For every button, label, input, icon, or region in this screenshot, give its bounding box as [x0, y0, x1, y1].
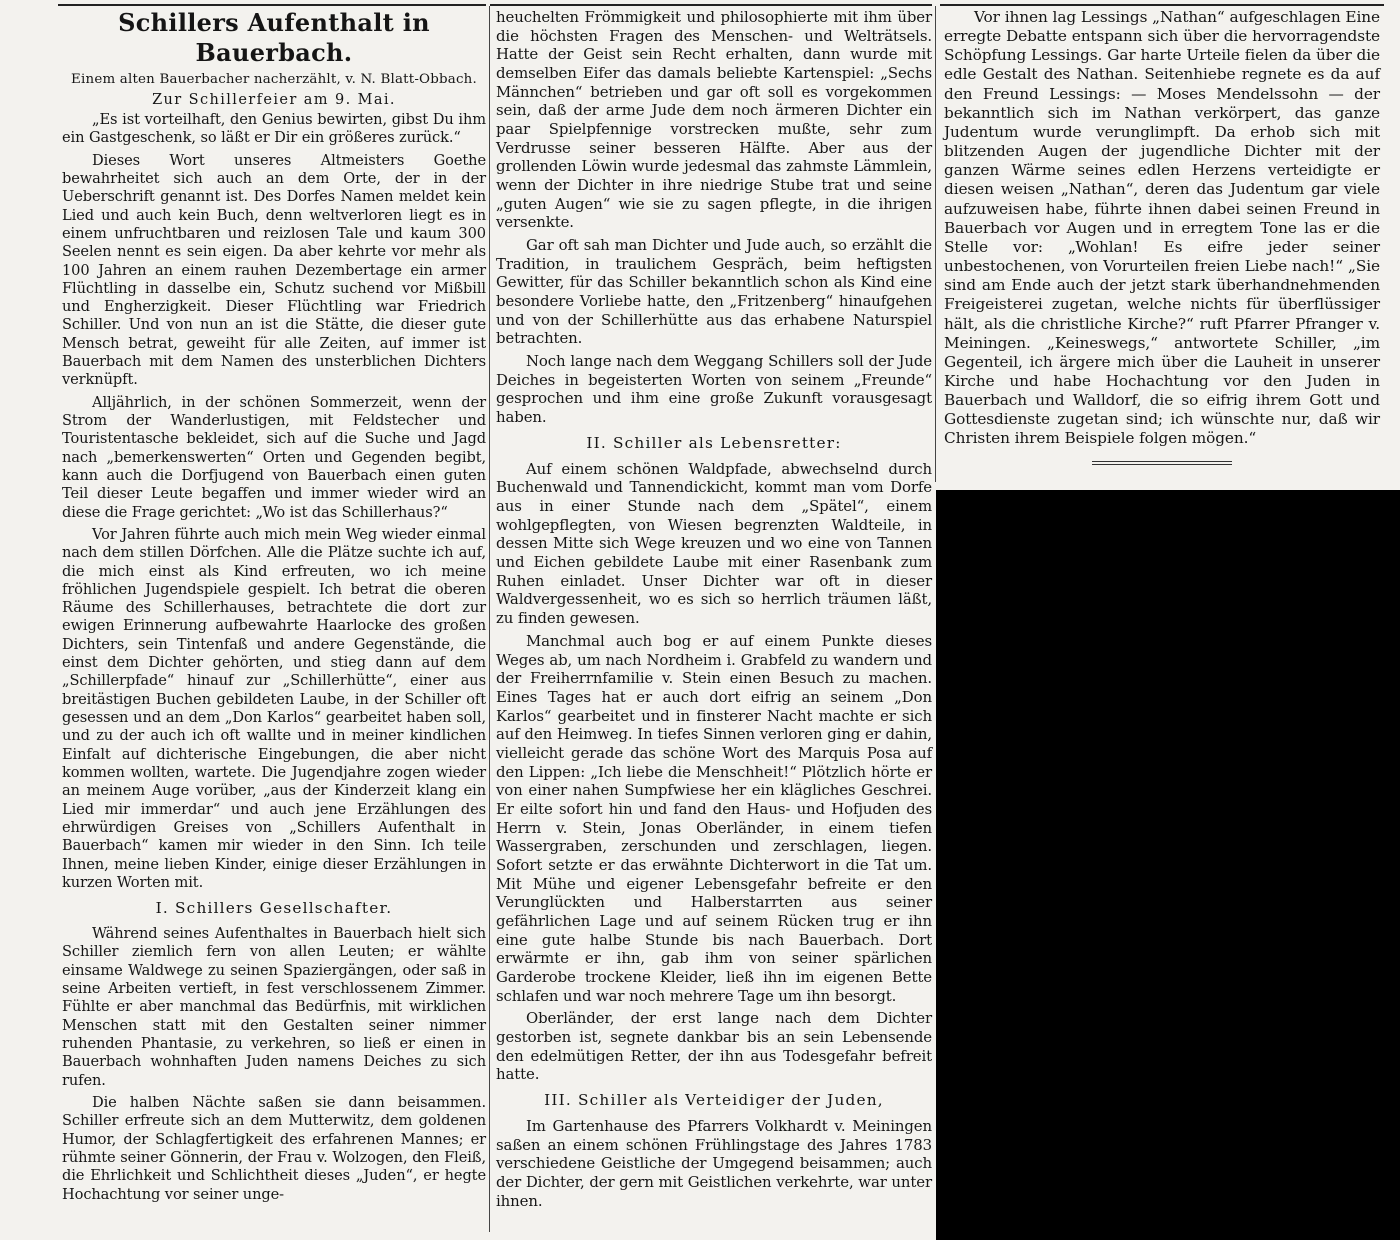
section-heading-1: I. Schillers Gesellschafter. [155, 899, 393, 918]
column-divider-2 [935, 6, 936, 482]
paragraph: Auf einem schönen Waldpfade, abwechselnd durch Buchenwald und Tannendickicht, kommt man vom Dorfe aus in einer Stunde nach dem „Spätel“, einem wohlgepflegten, von Wiesen begrenzten Waldteile, in dessen Mitte sich Wege kreuzen und wo eine von Tannen und Eichen gebildete Laube mit einer Rasenbank zum Ruhen einladet. Unser Dichter war oft in dieser Waldvergessenheit, wo es sich so herrlich träumen läßt, zu finden gewesen. [496, 459, 932, 628]
paragraph: Alljährlich, in der schönen Sommerzeit, wenn der Strom der Wanderlustigen, mit Feldstecher und Touristentasche bekleidet, sich auf die Suche und Jagd nach „bemerkenswerten“ Orten und Gegenden begibt, kann auch die Dorfjugend von Bauerbach einen guten Teil dieser Leute begaffen und immer wieder wird an diese die Frage gerichtet: „Wo ist das Schillerhaus?“ [62, 393, 486, 521]
article-byline: Einem alten Bauerbacher nacherzählt, v. N. Blatt-Obbach. [71, 72, 477, 87]
section-heading-3: III. Schiller als Verteidiger der Juden, [544, 1090, 884, 1109]
paragraph: Vor Jahren führte auch mich mein Weg wieder einmal nach dem stillen Dörfchen. Alle die Plätze suchte ich auf, die mich einst als Kind erfreuten, wo ich meine fröhlichen Jugendspiele gespielt. Ich betrat die oberen Räume des Schillerhauses, betrachtete die dort zur ewigen Erinnerung aufbewahrte Haarlocke des großen Dichters, sein Tintenfaß und andere Gegenstände, die einst dem Dichter gehörten, und stieg dann auf dem „Schillerpfade“ hinauf zur „Schillerhütte“, einer aus breitästigen Buchen gebildeten Laube, in der Schiller oft gesessen und an dem „Don Karlos“ gearbeitet haben soll, und zu der auch ich oft wallte und in meiner kindlichen Einfalt auf dichterische Eingebungen, die aber nicht kommen wollten, wartete. Die Jugendjahre zogen wieder an meinem Auge vorüber, „aus der Kinderzeit klang ein Lied mir immerdar“ und auch jene Erzählungen des ehrwürdigen Greises von „Schillers Aufenthalt in Bauerbach“ kamen mir wieder in den Sinn. Ich teile Ihnen, meine lieben Kinder, einige dieser Erzählungen in kurzen Worten mit. [62, 525, 486, 891]
paragraph: Im Gartenhause des Pfarrers Volkhardt v. Meiningen saßen an einem schönen Frühlingstage des Jahres 1783 verschiedene Geistliche der Umgegend beisammen; auch der Dichter, der gern mit Geistlichen verkehrte, war unter ihnen. [496, 1116, 932, 1210]
article-occasion: Zur Schillerfeier am 9. Mai. [152, 92, 396, 108]
column-3 [944, 8, 1380, 465]
paragraph: Die halben Nächte saßen sie dann beisammen. Schiller erfreute sich an dem Mutterwitz, dem goldenen Humor, der Schlagfertigkeit des erfahrenen Mannes; er rühmte seiner Gönnerin, der Frau v. Wolzogen, den Fleiß, die Ehrlichkeit und Schlichtheit dieses „Juden“, er hegte Hochachtung vor seiner unge- [62, 1093, 486, 1203]
column-1 [62, 8, 486, 1208]
top-rule-col1 [58, 4, 486, 6]
paragraph: Oberländer, der erst lange nach dem Dichter gestorben ist, segnete dankbar bis an sein Lebensende den edelmütigen Retter, der ihn aus Todesgefahr befreit hatte. [496, 1009, 932, 1084]
column-2 [496, 8, 932, 1214]
column-divider-1 [489, 6, 490, 1232]
top-rule-col2 [490, 4, 932, 6]
article-end-rule [1092, 461, 1232, 465]
paragraph: Noch lange nach dem Weggang Schillers soll der Jude Deiches in begeisterten Worten von seinem „Freunde“ gesprochen und ihm eine große Zukunft vorausgesagt haben. [496, 352, 932, 427]
paragraph-continued: heuchelten Frömmigkeit und philosophierte mit ihm über die höchsten Fragen des Menschen- und Welträtsels. Hatte der Geist sein Recht erhalten, dann wurde mit demselben Eifer das damals beliebte Kartenspiel: „Sechs Männchen“ betrieben und gar oft soll es vorgekommen sein, daß der arme Jude dem noch ärmeren Dichter ein paar Spielpfennige vorstrecken mußte, sehr zum Verdrusse seiner besseren Hälfte. Aber aus der grollenden Löwin wurde jedesmal das zahmste Lämmlein, wenn der Dichter in ihre niedrige Stube trat und seine „guten Augen“ wie sie zu sagen pflegte, in die ihrigen versenkte. [496, 8, 932, 232]
paragraph: Während seines Aufenthaltes in Bauerbach hielt sich Schiller ziemlich fern von allen Leuten; er wählte einsame Waldwege zu seinen Spaziergängen, oder saß in seine Arbeiten vertieft, in fest verschlossenem Zimmer. Fühlte er aber manchmal das Bedürfnis, mit wirklichen Menschen statt mit den Gestalten seiner nimmer ruhenden Phantasie, zu verkehren, so ließ er einen in Bauerbach wohnhaften Juden namens Deiches zu sich rufen. [62, 925, 486, 1089]
paragraph: Dieses Wort unseres Altmeisters Goethe bewahrheitet sich auch an dem Orte, der in der Ueberschrift genannt ist. Des Dorfes Namen meldet kein Lied und auch kein Buch, denn weltverloren liegt es in einem unfruchtbaren und reizlosen Tale und kaum 300 Seelen nennt es sein eigen. Da aber kehrte vor mehr als 100 Jahren an einem rauhen Dezembertage ein armer Flüchtling in dasselbe ein, Schutz suchend vor Mißbill und Engherzigkeit. Dieser Flüchtling war Friedrich Schiller. Und von nun an ist die Stätte, die dieser gute Mensch betrat, geweiht für alle Zeiten, auf immer ist Bauerbach mit dem Namen des unsterblichen Dichters verknüpft. [62, 151, 486, 389]
paragraph: Vor ihnen lag Lessings „Nathan“ aufgeschlagen Eine erregte Debatte entspann sich über die hervorragendste Schöpfung Lessings. Gar harte Urteile fielen da über die edle Gestalt des Nathan. Seitenhiebe regnete es da auf den Freund Lessings: — Moses Mendelssohn — der bekanntlich sich im Nathan verkörpert, das ganze Judentum wurde verunglimpft. Da erhob sich mit blitzenden Augen der jugendliche Dichter mit der ganzen Wärme seines edlen Herzens verteidigte er diesen weisen „Nathan“, deren das Judentum gar viele aufzuweisen habe, führte ihnen dabei seinen Freund in Bauerbach vor Augen und in erregtem Tone las er die Stelle vor: „Wohlan! Es eifre jeder seiner unbestochenen, von Vorurteilen freien Liebe nach!“ „Sie sind am Ende auch der jetzt stark überhandnehmenden Freigeisterei zugetan, welche nichts für überflüssiger hält, als die christliche Kirche?“ ruft Pfarrer Pfranger v. Meiningen. „Keineswegs,“ antwortete Schiller, „im Gegenteil, ich ärgere mich über die Lauheit in unserer Kirche und habe Hochachtung vor den Juden in Bauerbach und Walldorf, die so eifrig ihrem Gott und Gottesdienste zugetan sind; ich wünschte nur, daß wir Christen ihrem Beispiele folgen mögen.“ [944, 8, 1380, 448]
paragraph: Manchmal auch bog er auf einem Punkte dieses Weges ab, um nach Nordheim i. Grabfeld zu wandern und der Freiherrnfamilie v. Stein einen Besuch zu machen. Eines Tages hat er auch dort eifrig an seinem „Don Karlos“ gearbeitet und in finsterer Nacht machte er sich auf den Heimweg. In tiefes Sinnen verloren ging er dahin, vielleicht gerade das schöne Wort des Marquis Posa auf den Lippen: „Ich liebe die Menschheit!“ Plötzlich hörte er von einer nahen Sumpfwiese her ein klägliches Geschrei. Er eilte sofort hin und fand den Haus- und Hofjuden des Herrn v. Stein, Jonas Oberländer, in einem tiefen Wassergraben, zerschunden und zerschlagen, liegen. Sofort setzte er das erwähnte Dichterwort in die Tat um. Mit Mühe und eigener Lebensgefahr befreite er den Verunglückten und Halberstarrten aus seiner gefährlichen Lage und auf seinem Rücken trug er ihn eine gute halbe Stunde bis nach Bauerbach. Dort erwärmte er ihn, gab ihm von seiner spärlichen Garderobe trockene Kleider, ließ ihn im eigenen Bette schlafen und war noch mehrere Tage um ihn besorgt. [496, 631, 932, 1005]
top-rule-col3 [940, 4, 1384, 6]
article-title: Schillers Aufenthalt in Bauerbach. [118, 8, 430, 67]
section-heading-2: II. Schiller als Lebensretter: [586, 433, 842, 452]
paragraph: „Es ist vorteilhaft, den Genius bewirten, gibst Du ihm ein Gastgeschenk, so läßt er Dir ein größeres zurück.“ [62, 111, 486, 147]
paragraph: Gar oft sah man Dichter und Jude auch, so erzählt die Tradition, in traulichem Gespräch, beim heftigsten Gewitter, für das Schiller bekanntlich schon als Kind eine besondere Vorliebe hatte, den „Fritzenberg“ hinaufgehen und von der Schillerhütte aus das erhabene Naturspiel betrachten. [496, 236, 932, 348]
